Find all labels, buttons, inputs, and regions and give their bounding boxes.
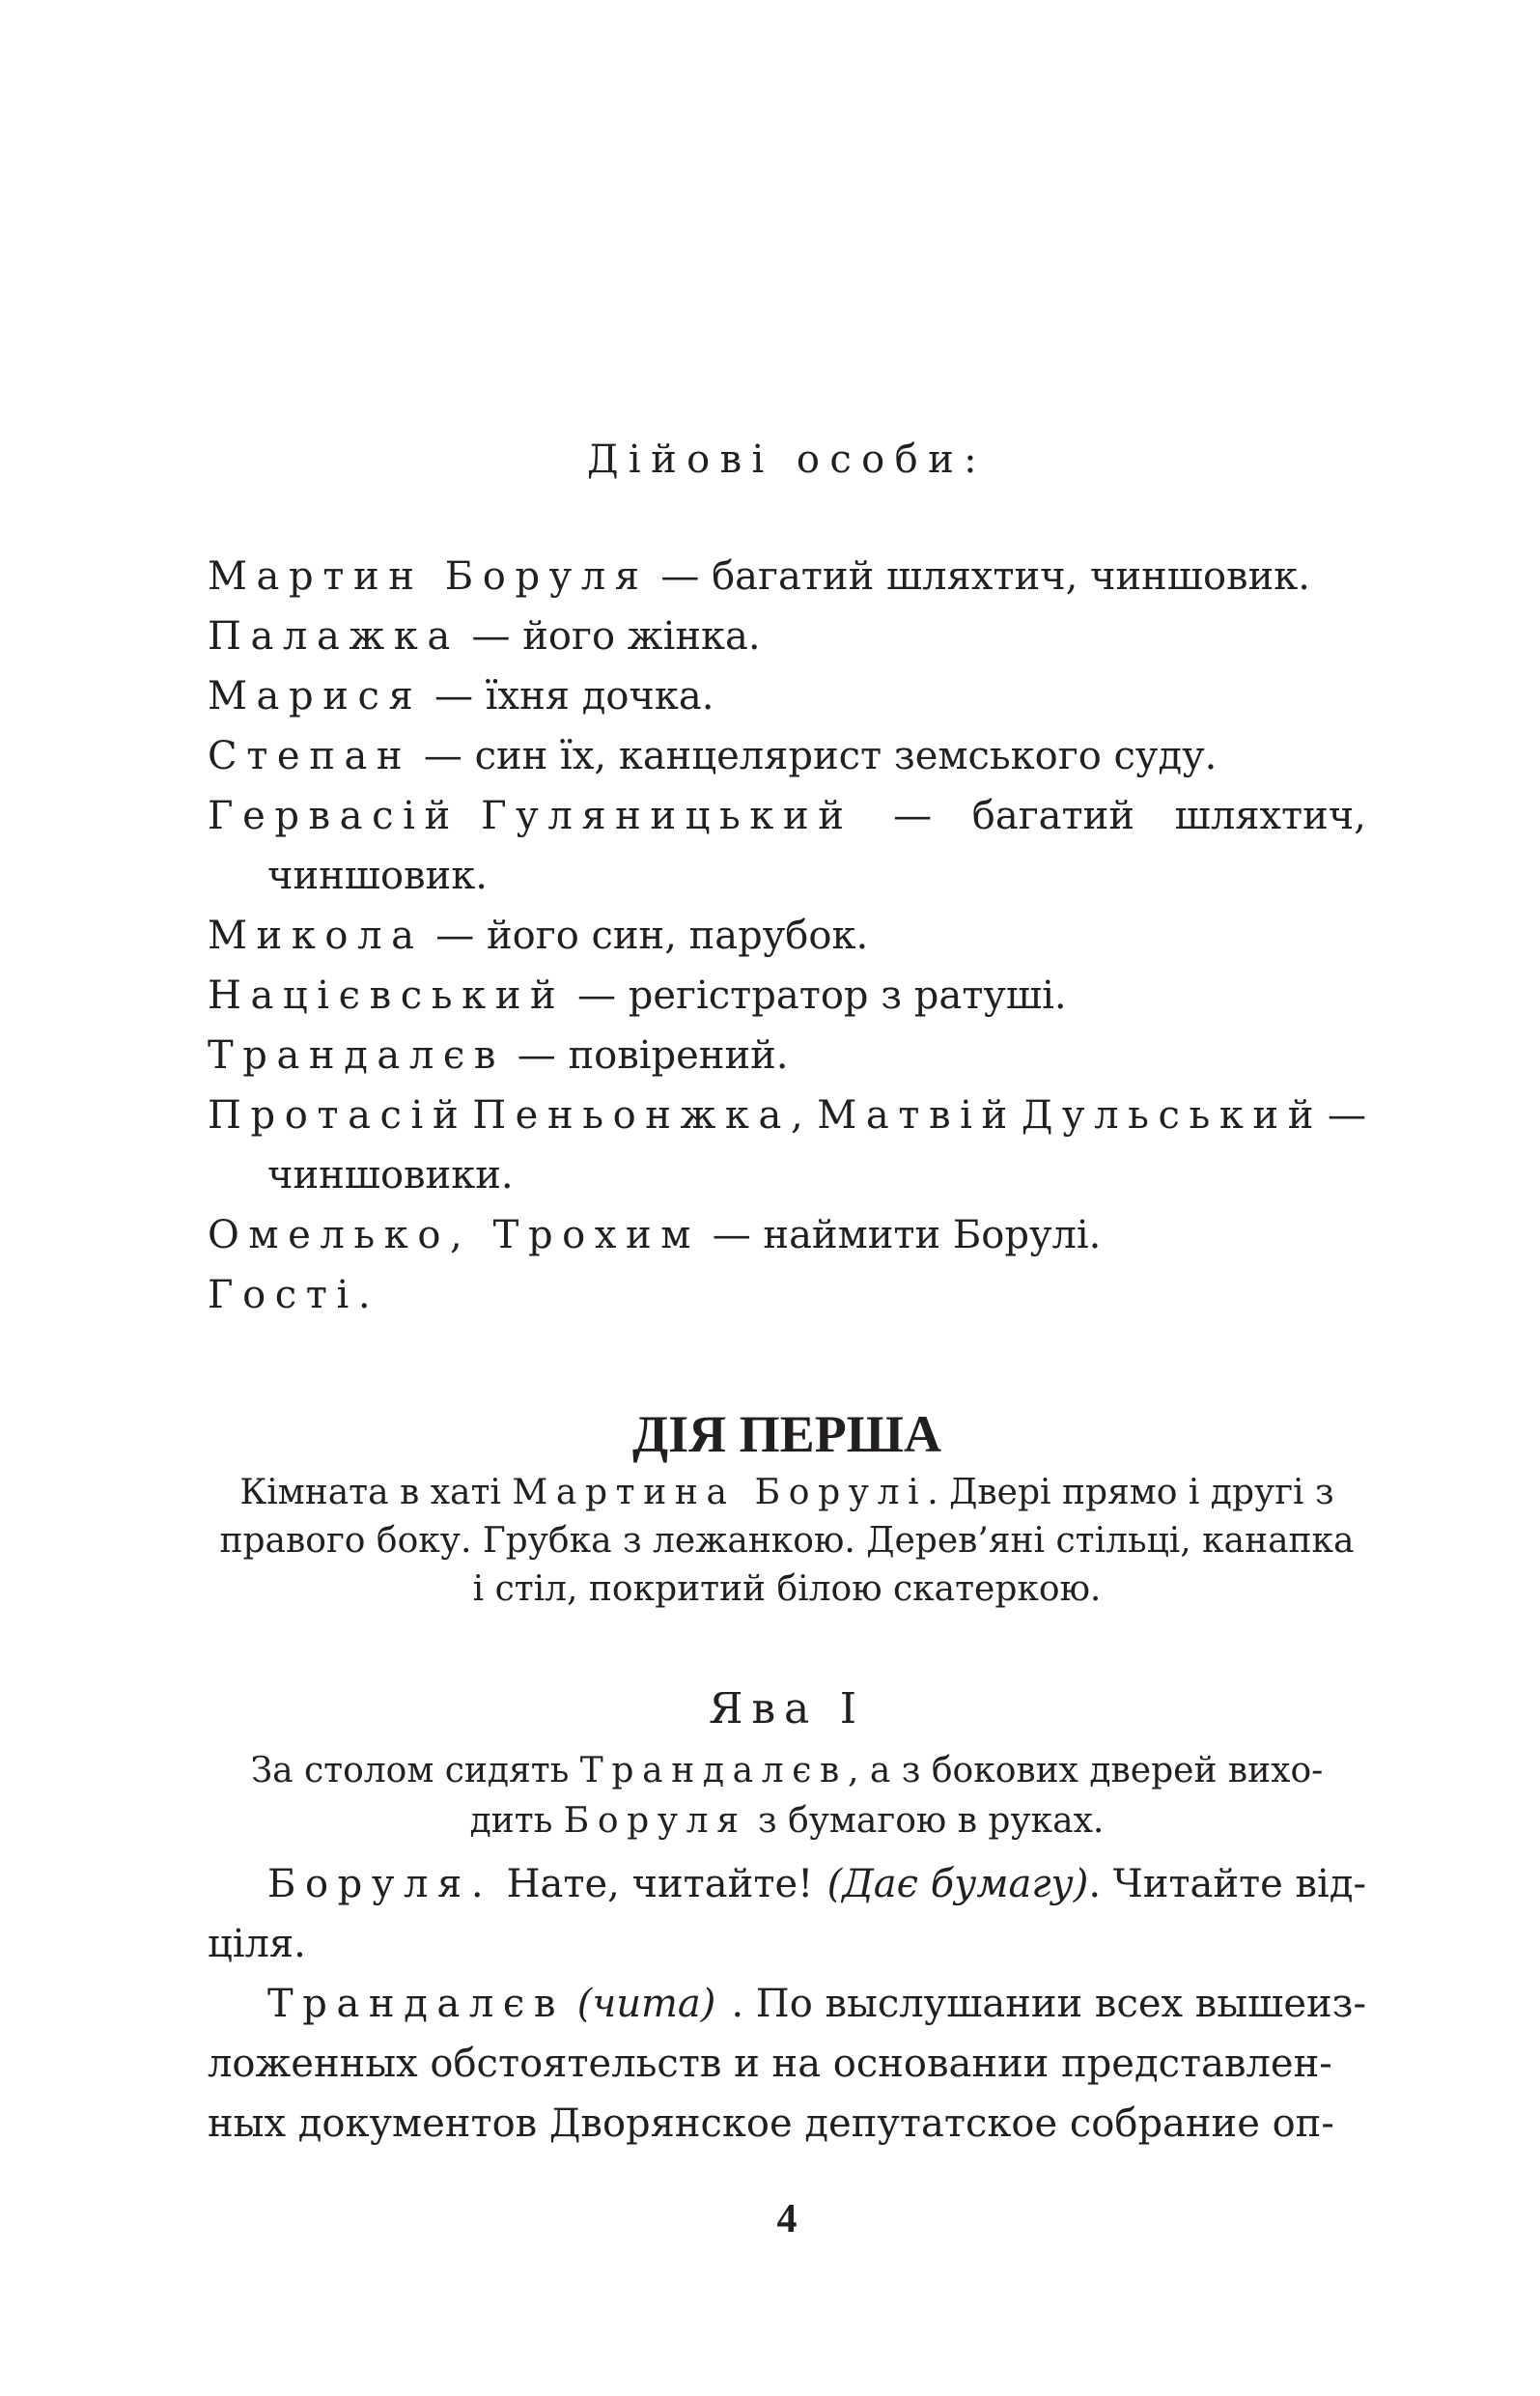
character-name-word: Пеньонжка, [472,1093,813,1138]
character-description: — наймити Борулі. [699,1213,1102,1257]
character-description: чиншовики. [267,1153,514,1198]
speech-line [208,1974,1366,2034]
cast-item [208,786,1366,846]
speaker-name: Трандалєв [267,1982,566,2026]
character-name: Марися [208,674,423,719]
scene-title: Ява I [709,1684,865,1734]
stage-direction [208,1469,1366,1614]
character-description: — їхня дочка. [422,674,714,719]
stage-direction-line: правого боку. Грубка з лежанкою. Дерев’яні стільці, канапка [219,1521,1355,1561]
speech-boruliа [208,1854,1366,1974]
stage-text: . Двері прямо і другі з [927,1473,1334,1512]
speech-text: . Читайте від- [1088,1862,1366,1906]
character-description: — син їх, канцелярист земського суду. [411,734,1218,778]
cast-heading: Дійові особи: [586,437,988,482]
scene-direction-line [208,1796,1366,1846]
speech-speaker-group [267,1974,715,2034]
character-name: Степан [208,734,412,778]
character-name: Микола [208,914,424,958]
character-name-word: — [1327,1093,1366,1138]
book-page [208,0,1366,2396]
stage-direction-line [208,1469,1366,1517]
scene-character-name: Боруля [563,1801,747,1841]
page-number: 4 [776,2197,798,2241]
speech-remark: (чита) [576,1982,716,2026]
character-name: Палажка [208,614,460,659]
stage-text: Кімната в хаті [239,1473,513,1512]
speaker-name: Боруля. [267,1862,493,1906]
character-description: — його син, парубок. [423,914,869,958]
scene-text: За столом сидять [250,1751,580,1790]
cast-item [208,1265,1366,1325]
character-name-word: Протасій [208,1093,468,1138]
scene-text: , а з бокових дверей вихо- [847,1751,1324,1790]
cast-item [208,726,1366,786]
cast-list [208,547,1366,1325]
speech-text: Нате, читайте! [506,1862,814,1906]
character-description: — його жінка. [459,614,761,659]
character-description: чиншовик. [267,854,488,898]
character-name-word: Дульський [1021,1093,1323,1138]
cast-item-continuation [208,846,1366,906]
speech-line: ціля. [208,1922,306,1966]
cast-item [208,906,1366,966]
scene-character-name: Трандалєв [579,1751,848,1790]
cast-item [208,966,1366,1026]
speech-remark: (Дає бумагу) [826,1862,1089,1906]
cast-item-continuation [208,1145,1366,1205]
character-description-word: багатий [971,794,1134,838]
cast-item [208,666,1366,726]
character-description: — багатий шляхтич, чиншовик. [648,554,1310,599]
cast-item [208,1085,1366,1145]
character-description: — повірений. [505,1033,789,1078]
character-name: Націєвський [208,973,566,1018]
cast-item [208,547,1366,606]
character-description-word: шляхтич, [1174,794,1366,838]
speech-trandaliev [208,1974,1366,2154]
scene-text: з бумагою в руках. [746,1801,1105,1841]
scene-direction [208,1746,1366,1846]
stage-direction-line: і стіл, покритий білою скатеркою. [472,1569,1102,1609]
character-name: Гості. [208,1273,380,1317]
scene-text: дить [469,1801,564,1841]
speech-line [208,1854,1366,1914]
character-description: — регістратор з ратуші. [565,973,1067,1018]
character-name: Омелько, Трохим [208,1213,700,1257]
character-name: Трандалєв [208,1033,506,1078]
act-title: ДІЯ ПЕРША [632,1405,941,1463]
speech-line: ных документов Дворянское депутатское собрание оп- [208,2101,1334,2146]
scene-direction-line [208,1746,1366,1796]
cast-item [208,1026,1366,1085]
cast-item [208,1205,1366,1265]
character-name-word: Матвій [817,1093,1017,1138]
character-name: Гервасій Гуляницький [208,794,854,838]
speech-text: . По выслушании всех вышеиз- [731,1982,1366,2026]
speech-line: ложенных обстоятельств и на основании представлен- [208,2042,1332,2086]
speech-remark-group [827,1854,1366,1914]
cast-item [208,606,1366,666]
character-name: Мартин Боруля [208,554,649,599]
character-description-word: — [893,794,933,838]
stage-character-name: Мартина Борулі [512,1473,928,1512]
